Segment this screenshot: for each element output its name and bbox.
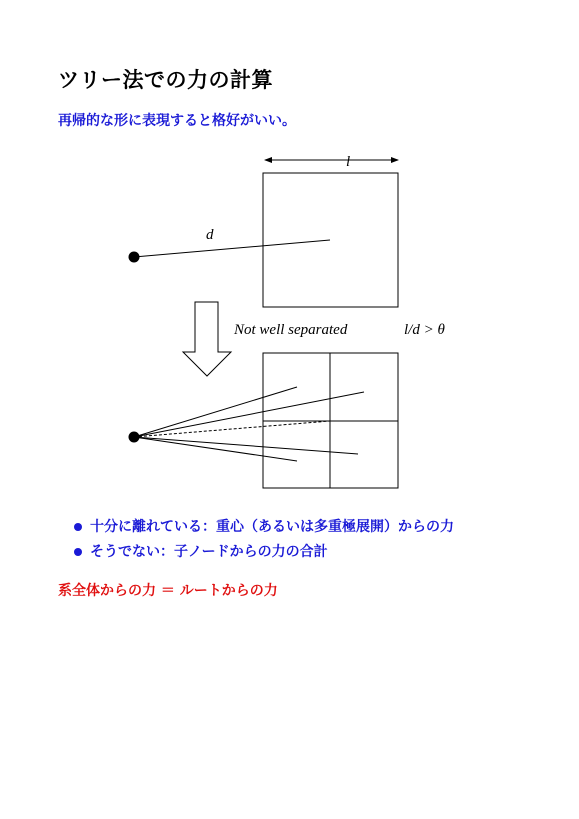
child-line-3 [134,437,297,461]
page-subtitle: 再帰的な形に表現すると格好がいい。 [58,113,296,129]
cell-box [263,173,398,307]
bullet-icon [74,548,82,556]
child-line-1 [134,387,297,437]
list-item [74,539,454,564]
center-line-dashed [134,421,330,437]
child-line-4 [134,437,358,454]
bullet-list [74,514,454,564]
page-title: ツリー法での力の計算 [58,68,273,92]
particle-dot-bottom [129,432,140,443]
bullet-text: そうでない：子ノードからの力の合計 [90,543,328,560]
list-item [74,514,454,539]
bullet-icon [74,523,82,531]
label-d: d [206,227,214,243]
label-l: l [346,154,351,170]
label-not-well-separated: Not well separated [234,322,348,338]
label-criterion: l/d > θ [404,322,445,338]
distance-line [134,240,330,257]
conclusion-text: 系全体からの力 ＝ ルートからの力 [58,583,278,599]
bullet-text: 十分に離れている：重心（あるいは多重極展開）からの力 [90,518,454,535]
down-arrow-icon [183,302,231,376]
particle-dot [129,252,140,263]
